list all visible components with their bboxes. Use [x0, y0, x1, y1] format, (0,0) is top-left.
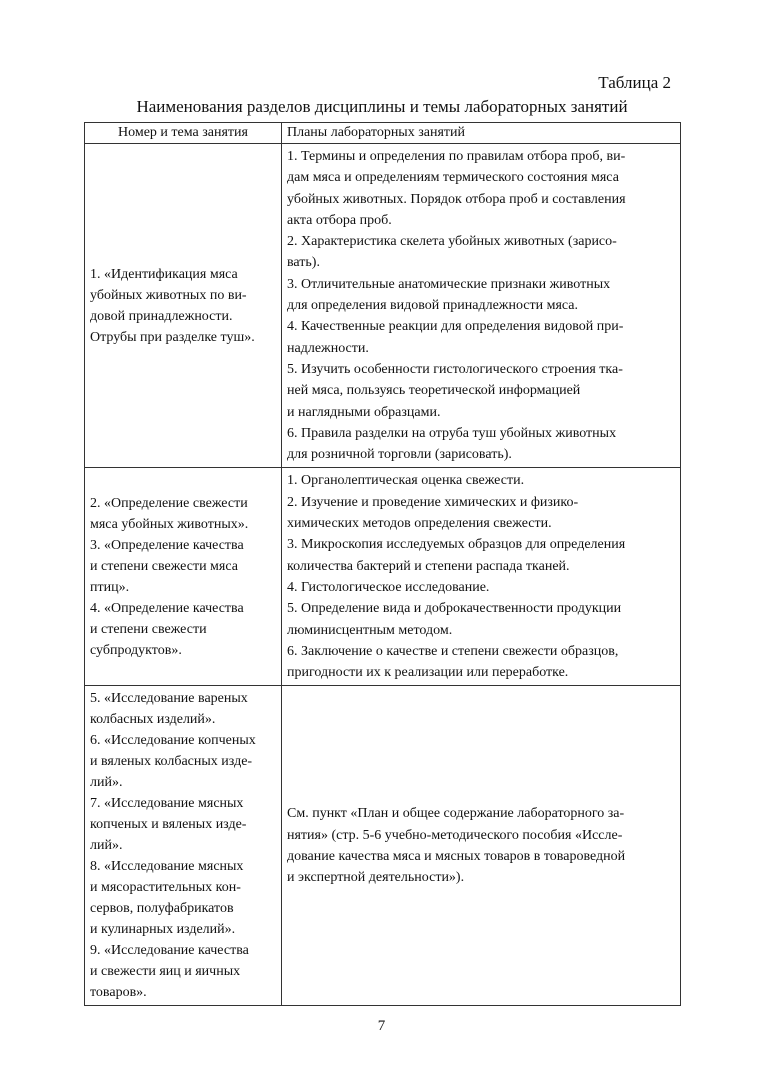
- plan-line: 5. Изучить особенности гистологического строения тка-: [287, 361, 623, 377]
- plan-line: вать).: [287, 255, 320, 271]
- plan-line: люминисцентным методом.: [287, 622, 453, 638]
- topic-line: 2. «Определение свежести: [90, 495, 248, 511]
- table-header-row: [85, 123, 681, 144]
- topic-line: лий».: [90, 838, 123, 854]
- table-row: [85, 468, 681, 686]
- plan-line: 6. Правила разделки на отруба туш убойных животных: [287, 425, 617, 441]
- topic-line: 5. «Исследование вареных: [90, 691, 248, 707]
- topic-line: 8. «Исследование мясных: [90, 859, 244, 875]
- table-caption: Таблица 2: [598, 73, 671, 92]
- plan-line: 5. Определение вида и доброкачественности продукции: [287, 601, 622, 617]
- topic-line: 6. «Исследование копченых: [90, 733, 256, 749]
- table-title: Наименования разделов дисциплины и темы лабораторных занятий: [136, 97, 628, 116]
- plan-line: ней мяса, пользуясь теоретической информацией: [287, 383, 581, 399]
- plan-cell: [282, 468, 681, 686]
- topic-cell: [85, 468, 282, 686]
- plan-cell: [282, 144, 681, 468]
- topic-cell: [85, 144, 282, 468]
- topic-line: 9. «Исследование качества: [90, 943, 249, 959]
- topic-line: мяса убойных животных».: [90, 516, 249, 532]
- plan-line: для определения видовой принадлежности мяса.: [287, 298, 579, 314]
- plan-line: химических методов определения свежести.: [287, 516, 552, 532]
- header-plan: Планы лабораторных занятий: [282, 123, 681, 144]
- topic-line: и вяленых колбасных изде-: [90, 754, 253, 770]
- plan-line: и экспертной деятельности»).: [287, 870, 465, 886]
- topic-cell: [85, 686, 282, 1006]
- plan-line: 1. Органолептическая оценка свежести.: [287, 473, 525, 489]
- plan-line: 2. Характеристика скелета убойных животных (зарисо-: [287, 234, 617, 250]
- topic-line: 3. «Определение качества: [90, 537, 244, 553]
- plan-line: 6. Заключение о качестве и степени свежести образцов,: [287, 643, 619, 659]
- table-row: [85, 144, 681, 468]
- plan-line: пригодности их к реализации или переработке.: [287, 665, 569, 681]
- plan-line: нятия» (стр. 5-6 учебно-методического пособия «Иссле-: [287, 827, 623, 843]
- topic-line: сервов, полуфабрикатов: [90, 901, 234, 917]
- topic-line: птиц».: [90, 579, 130, 595]
- plan-line: количества бактерий и степени распада тканей.: [287, 558, 570, 574]
- table-row: [85, 686, 681, 1006]
- topic-line: и свежести яиц и яичных: [90, 964, 241, 980]
- plan-line: 3. Микроскопия исследуемых образцов для определения: [287, 537, 626, 553]
- plan-line: для розничной торговли (зарисовать).: [287, 447, 512, 463]
- header-topic: Номер и тема занятия: [85, 123, 282, 144]
- topic-line: и степени свежести мяса: [90, 558, 238, 574]
- lab-plan-table: [84, 122, 681, 1006]
- plan-line: дам мяса и определениям термического состояния мяса: [287, 170, 619, 186]
- topic-line: и кулинарных изделий».: [90, 922, 236, 938]
- topic-line: Отрубы при разделке туш».: [90, 329, 255, 345]
- plan-line: убойных животных. Порядок отбора проб и составления: [287, 191, 626, 207]
- topic-line: 7. «Исследование мясных: [90, 796, 244, 812]
- topic-line: 4. «Определение качества: [90, 600, 244, 616]
- plan-line: дование качества мяса и мясных товаров в товароведной: [287, 848, 626, 864]
- plan-line: надлежности.: [287, 340, 369, 356]
- topic-line: колбасных изделий».: [90, 712, 216, 728]
- plan-line: См. пункт «План и общее содержание лабораторного за-: [287, 806, 625, 822]
- page-number: 7: [377, 1018, 386, 1034]
- plan-line: 1. Термины и определения по правилам отбора проб, ви-: [287, 149, 626, 164]
- topic-line: довой принадлежности.: [90, 308, 233, 324]
- plan-line: 3. Отличительные анатомические признаки животных: [287, 276, 611, 292]
- plan-line: акта отбора проб.: [287, 212, 392, 228]
- plan-line: 4. Гистологическое исследование.: [287, 579, 490, 595]
- topic-line: лий».: [90, 775, 123, 791]
- plan-line: и наглядными образцами.: [287, 404, 441, 420]
- topic-line: копченых и вяленых изде-: [90, 817, 247, 833]
- topic-line: субпродуктов».: [90, 642, 182, 658]
- plan-cell: [282, 686, 681, 1006]
- topic-line: убойных животных по ви-: [90, 287, 247, 303]
- topic-line: товаров».: [90, 985, 147, 1001]
- topic-line: и степени свежести: [90, 621, 207, 637]
- topic-line: и мясорастительных кон-: [90, 880, 241, 896]
- plan-line: 4. Качественные реакции для определения видовой при-: [287, 319, 624, 335]
- plan-line: 2. Изучение и проведение химических и физико-: [287, 494, 579, 510]
- topic-line: 1. «Идентификация мяса: [90, 266, 238, 282]
